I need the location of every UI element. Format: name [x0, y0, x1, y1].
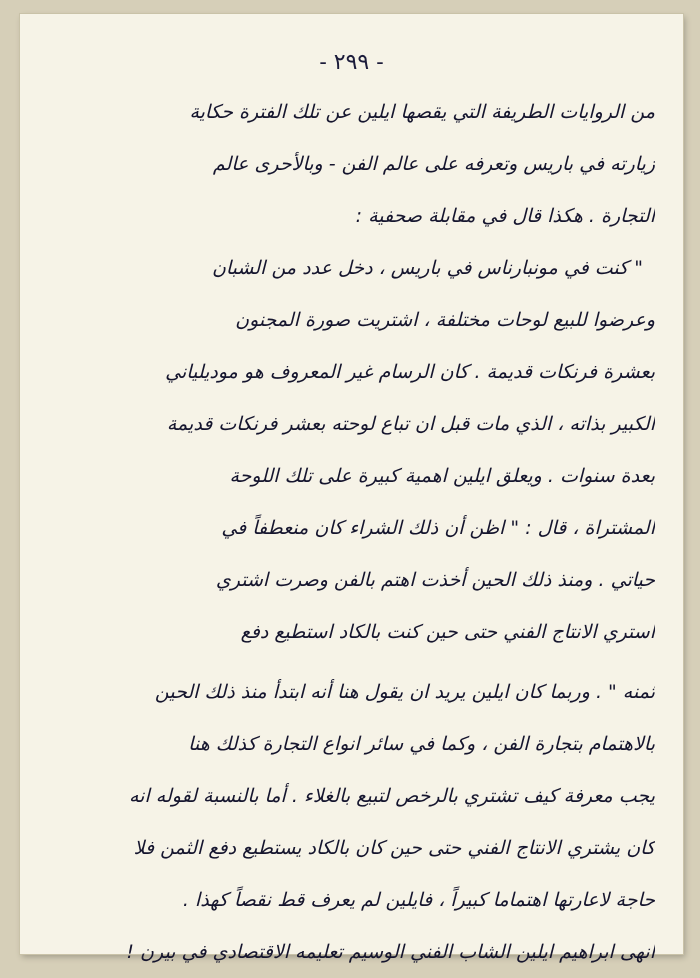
text-line-13: بالاهتمام بتجارة الفن ، وكما في سائر انواع التجارة كذلك هنا: [188, 733, 655, 755]
text-line-10: حياتي . ومنذ ذلك الحين أخذت اهتم بالفن وصرت اشتري: [215, 569, 655, 591]
manuscript-page: [20, 14, 683, 963]
text-line-12: ثمنه " . وربما كان ايلين يريد ان يقول هنا أنه ابتدأ منذ ذلك الحين: [154, 681, 655, 703]
text-line-2: زيارته في باريس وتعرفه على عالم الفن - وبالأحرى عالم: [212, 153, 655, 175]
text-line-9: المشتراة ، قال : " اظن أن ذلك الشراء كان منعطفاً في: [221, 517, 655, 539]
text-line-4: " كنت في مونبارناس في باريس ، دخل عدد من الشبان: [211, 257, 643, 279]
text-line-8: بعدة سنوات . ويعلق ايلين اهمية كبيرة على تلك اللوحة: [229, 465, 655, 487]
text-line-17: انهى ابراهيم ايلين الشاب الفني الوسيم تعليمه الاقتصادي في بيرن !: [126, 941, 655, 963]
text-line-16: حاجة لاعارتها اهتماما كبيراً ، فايلين لم يعرف قط نقصاً كهذا .: [182, 889, 655, 911]
text-line-15: كان يشتري الانتاج الفني حتى حين كان بالكاد يستطيع دفع الثمن فلا: [133, 837, 655, 859]
page-number: - ٢٩٩ -: [319, 50, 384, 75]
text-line-5: وعرضوا للبيع لوحات مختلفة ، اشتريت صورة المجنون: [235, 309, 655, 331]
text-line-7: الكبير بذاته ، الذي مات قبل ان تباع لوحته بعشر فرنكات قديمة: [166, 413, 655, 435]
text-line-3: التجارة . هكذا قال في مقابلة صحفية :: [355, 205, 655, 227]
text-line-11: استري الانتاج الفني حتى حين كنت بالكاد استطيع دفع: [240, 621, 655, 643]
text-line-6: بعشرة فرنكات قديمة . كان الرسام غير المعروف هو موديلياني: [165, 361, 655, 383]
handwritten-text-body: [48, 86, 655, 978]
text-line-1: من الروايات الطريفة التي يقصها ايلين عن تلك الفترة حكاية: [189, 101, 655, 123]
text-line-14: يجب معرفة كيف تشتري بالرخص لتبيع بالغلاء . أما بالنسبة لقوله انه: [129, 785, 655, 807]
